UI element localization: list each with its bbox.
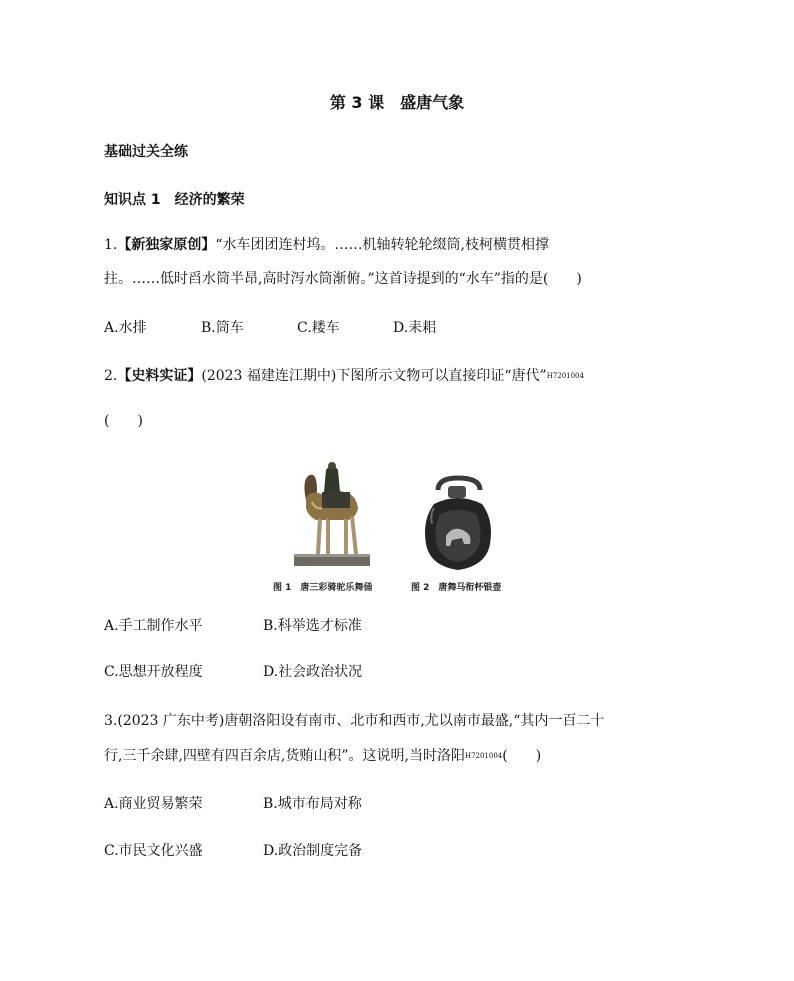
option-c: C.市民文化兴盛 [104,843,203,859]
question-tag: 【史料实证】 [117,368,202,384]
question-text: 行,三千余肆,四壁有四百余店,货贿山积”。这说明,当时洛阳 [104,748,465,764]
knowledge-point-heading: 知识点 1 经济的繁荣 [104,192,245,208]
question-3-line-1: 3.(2023 广东中考)唐朝洛阳设有南市、北市和西市,尤以南市最盛,“其内一百二十 [104,713,605,729]
option-c: C.耧车 [297,320,340,336]
question-1-line-2: 拄。……低时舀水筒半昂,高时泻水筒渐俯。”这首诗提到的“水车”指的是( ) [104,271,582,287]
figure-1-caption: 图 1 唐三彩骑驼乐舞俑 [273,583,373,593]
question-text: “水车团团连村坞。……机轴转轮轮缀筒,枝柯横贯相撑 [215,237,549,253]
option-b: B.筒车 [201,320,244,336]
question-code: H7201004 [546,372,584,380]
option-d: D.社会政治状况 [263,664,363,680]
question-tag: 【新独家原创】 [117,237,216,253]
question-number: 2. [104,368,118,384]
answer-parentheses: ( ) [104,413,143,429]
option-a: A.水排 [104,320,147,336]
silver-pot-image [420,474,496,574]
question-code: H7201004 [464,752,503,760]
figure-2-caption: 图 2 唐舞马衔杯银壶 [411,583,502,593]
question-number: 1. [104,237,118,253]
option-d: D.政治制度完备 [263,843,363,859]
option-d: D.耒耜 [393,320,437,336]
page-title: 第 3 课 盛唐气象 [329,93,465,112]
question-text: (2023 福建连江期中)下图所示文物可以直接印证“唐代” [201,368,547,384]
camel-figurine-image [292,458,372,568]
option-a: A.商业贸易繁荣 [104,796,203,812]
question-2-line-1 [104,365,584,385]
answer-parentheses: ( ) [502,748,542,764]
question-3-line-2 [104,745,541,765]
question-1-line-1 [104,234,549,254]
section-heading: 基础过关全练 [104,144,188,160]
option-c: C.思想开放程度 [104,664,203,680]
option-b: B.科举选才标准 [263,618,362,634]
option-b: B.城市布局对称 [263,796,362,812]
option-a: A.手工制作水平 [104,618,203,634]
